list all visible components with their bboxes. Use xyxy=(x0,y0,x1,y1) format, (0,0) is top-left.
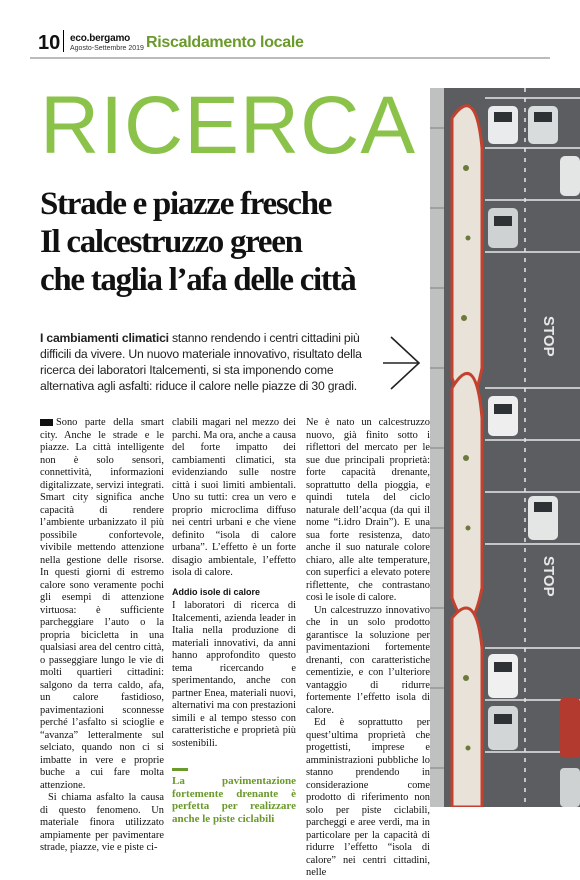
lead-bold: I cambiamenti climatici xyxy=(40,331,169,345)
article-lead xyxy=(40,330,385,394)
header-rule xyxy=(30,57,550,59)
road-marking-stop-1: STOP xyxy=(540,316,557,357)
article-column-1 xyxy=(40,417,164,855)
page-number: 10 xyxy=(38,32,61,54)
publication-name: eco.bergamo xyxy=(70,33,131,44)
header-divider xyxy=(63,30,64,52)
lead-text: stanno rendendo i centri cittadini più difficili da vivere. Un nuovo materiale innovativo, risultato della ricerca dei laboratori Italcementi, si sta imponendo come alternativa agli asfalti: riduce il calore nelle piazze di 30 gradi. xyxy=(40,331,362,393)
paragraph: clabili magari nel mezzo dei parchi. Ma ora, anche a causa del forte impatto dei cambiamenti climatici, sta evidenziando sulle nostre città i suoi limiti ambientali. Uno su tutti: crea un vero e proprio microclima diffuso nei centri urbani e che viene definito “isola di calore urbana”. L’effetto è un forte disagio ambientale, l’effetto isola di calore. xyxy=(172,417,296,578)
arrow-icon xyxy=(383,335,423,391)
article-headline xyxy=(40,185,430,299)
road-marking-stop-2: STOP xyxy=(540,556,557,597)
headline-line-3: che taglia l’afa delle città xyxy=(40,262,356,298)
paragraph: Ed è soprattutto per quest’ultima proprietà che progettisti, imprese e amministrazioni pubbliche lo stanno prendendo in considerazione come prodotto di riferimento non solo per piste ciclabili, parcheggi e aree verdi, ma in particolare per la capacità di ridurre l’effetto “isola di calore” nei centri cittadini, nelle xyxy=(306,717,430,878)
headline-line-1: Strade e piazze fresche xyxy=(40,186,332,222)
paragraph-marker-icon xyxy=(40,419,53,426)
article-column-3 xyxy=(306,417,430,880)
paragraph: Ne è nato un calcestruzzo nuovo, già finito sotto i riflettori del mercato per le sue due principali proprietà: forte capacità drenante, soprattutto della pioggia, e quindi tutela del ciclo naturale dell’acqua (da qui il nome “i.idro Drain”). E una sua forte resistenza, dato anche il suo naturale colore chiaro, alle alte temperature, con superfici a elevato potere riflettente, che contrastano così le isole di calore. xyxy=(306,417,430,603)
publication-date: Agosto-Settembre 2019 xyxy=(70,45,144,52)
headline-line-2: Il calcestruzzo green xyxy=(40,224,302,260)
quote-marker xyxy=(172,768,188,771)
paragraph: Un calcestruzzo innovativo che in un solo prodotto garantisce la soluzione per pavimentazioni fortemente drenanti, con caratteristiche cementizie, e con l’ulteriore vantaggio di ridurre fortemente l’effetto isola di calore. xyxy=(306,604,430,716)
paragraph: Si chiama asfalto la causa di questo fenomeno. Un materiale finora utilizzato ampiamente per pavimentare strade, piazze, vie e piste ci- xyxy=(40,792,164,853)
section-title: Riscaldamento locale xyxy=(146,34,304,51)
parking-lot-aerial-photo xyxy=(430,88,580,807)
article-kicker: RICERCA xyxy=(40,80,417,171)
pull-quote xyxy=(172,760,296,825)
article-column-2 xyxy=(172,417,296,825)
pull-quote-text: La pavimentazione fortemente drenante è perfetta per realizzare anche le piste ciclabili xyxy=(172,775,296,825)
column-subhead: Addio isole di calore xyxy=(172,586,261,597)
paragraph xyxy=(40,417,164,792)
page-header xyxy=(0,0,580,60)
paragraph: I laboratori di ricerca di Italcementi, azienda leader in Italia nella produzione di materiali innovativi, da anni hanno approfondito questo tema ricercando e sperimentando, anche con partner Enea, materiali nuovi, alternativi ma con prestazioni simili e al tempo stesso con caratteristiche e proprietà più sostenibili. xyxy=(172,600,296,749)
paragraph-text: Sono parte della smart city. Anche le strade e le piazze. La città intelligente non è solo sensori, connettività, informazioni digitalizzate, servizi integrati. Smart city significa anche capacità di rendere l’ambiente urbanizzato il più possibile confortevole, vivibile mettendo attenzione nella gestione delle risorse. In questi giorni di estremo calore sono veramente pochi gli esempi di attenzione virtuosa: è sufficiente parcheggiare l’auto o la propria bicicletta in una qualsiasi area del centro città, o passeggiare lungo le vie di molti quartieri cittadini: salgono da terra caldo, afa, un calore fastidioso, pavimentazioni sconnesse perché l’asfalto si scioglie e “avanza” letteralmente sul selciato, quando non ci si imbatte in vere e proprie buche a cui fare molta attenzione. xyxy=(40,417,164,791)
